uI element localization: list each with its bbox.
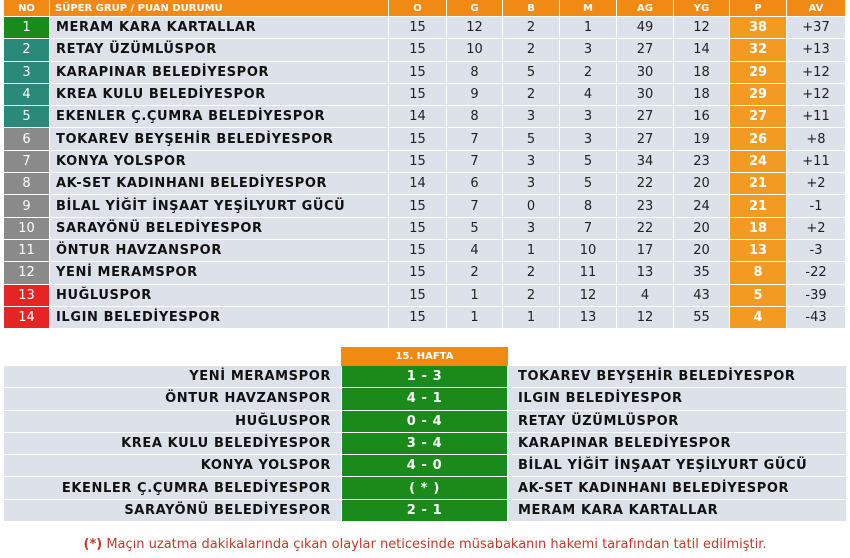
drawn: 5 <box>503 62 560 83</box>
goals-for: 27 <box>617 128 674 149</box>
col-lost-header: M <box>560 0 617 16</box>
lost: 7 <box>560 218 617 239</box>
lost: 13 <box>560 307 617 328</box>
won: 10 <box>447 39 503 60</box>
table-row <box>4 128 846 150</box>
won: 7 <box>447 128 503 149</box>
drawn: 1 <box>503 240 560 261</box>
table-row <box>4 307 846 329</box>
average: +2 <box>787 218 846 239</box>
lost: 5 <box>560 173 617 194</box>
match-row <box>4 388 846 410</box>
points: 21 <box>730 195 787 216</box>
average: -43 <box>787 307 846 328</box>
lost: 3 <box>560 39 617 60</box>
col-goals-for-header: AG <box>617 0 674 16</box>
team-name: KONYA YOLSPOR <box>50 151 389 172</box>
col-rank-header: NO <box>4 0 50 16</box>
won: 6 <box>447 173 503 194</box>
standings-rows <box>4 17 846 329</box>
points: 21 <box>730 173 787 194</box>
week-title: 15. HAFTA <box>341 347 508 366</box>
played: 15 <box>389 240 447 261</box>
team-name: SARAYÖNÜ BELEDİYESPOR <box>50 218 389 239</box>
drawn: 2 <box>503 84 560 105</box>
team-rank: 12 <box>4 262 50 283</box>
points: 32 <box>730 39 787 60</box>
played: 15 <box>389 62 447 83</box>
table-row <box>4 240 846 262</box>
goals-against: 14 <box>674 39 730 60</box>
match-row <box>4 433 846 455</box>
col-average-header: AV <box>787 0 846 16</box>
table-row <box>4 62 846 84</box>
team-rank: 2 <box>4 39 50 60</box>
goals-against: 43 <box>674 285 730 306</box>
won: 7 <box>447 195 503 216</box>
lost: 8 <box>560 195 617 216</box>
match-score: ( * ) <box>341 477 508 498</box>
average: +11 <box>787 151 846 172</box>
goals-against: 19 <box>674 128 730 149</box>
lost: 2 <box>560 62 617 83</box>
drawn: 3 <box>503 106 560 127</box>
points: 27 <box>730 106 787 127</box>
team-rank: 4 <box>4 84 50 105</box>
team-name: RETAY ÜZÜMLÜSPOR <box>50 39 389 60</box>
match-row <box>4 411 846 433</box>
table-row <box>4 173 846 195</box>
team-name: BİLAL YİĞİT İNŞAAT YEŞİLYURT GÜCÜ <box>50 195 389 216</box>
col-drawn-header: B <box>503 0 560 16</box>
match-score: 1 - 3 <box>341 366 508 387</box>
drawn: 3 <box>503 173 560 194</box>
away-team: AK-SET KADINHANI BELEDİYESPOR <box>508 477 846 498</box>
goals-for: 4 <box>617 285 674 306</box>
home-team: KONYA YOLSPOR <box>4 455 341 476</box>
average: +11 <box>787 106 846 127</box>
played: 15 <box>389 151 447 172</box>
goals-against: 24 <box>674 195 730 216</box>
points: 29 <box>730 84 787 105</box>
goals-against: 55 <box>674 307 730 328</box>
lost: 11 <box>560 262 617 283</box>
goals-for: 30 <box>617 62 674 83</box>
col-played-header: O <box>389 0 447 16</box>
home-team: YENİ MERAMSPOR <box>4 366 341 387</box>
match-row <box>4 477 846 499</box>
points: 5 <box>730 285 787 306</box>
match-score: 4 - 1 <box>341 388 508 409</box>
drawn: 3 <box>503 151 560 172</box>
played: 14 <box>389 173 447 194</box>
average: +12 <box>787 84 846 105</box>
footnote <box>0 537 850 552</box>
drawn: 2 <box>503 262 560 283</box>
played: 15 <box>389 128 447 149</box>
home-team: KREA KULU BELEDİYESPOR <box>4 433 341 454</box>
goals-for: 27 <box>617 39 674 60</box>
away-team: KARAPINAR BELEDİYESPOR <box>508 433 846 454</box>
away-team: TOKAREV BEYŞEHİR BELEDİYESPOR <box>508 366 846 387</box>
match-row <box>4 500 846 522</box>
team-name: HUĞLUSPOR <box>50 285 389 306</box>
played: 15 <box>389 218 447 239</box>
team-name: EKENLER Ç.ÇUMRA BELEDİYESPOR <box>50 106 389 127</box>
away-team: RETAY ÜZÜMLÜSPOR <box>508 411 846 432</box>
table-row <box>4 84 846 106</box>
goals-for: 34 <box>617 151 674 172</box>
team-rank: 14 <box>4 307 50 328</box>
average: -1 <box>787 195 846 216</box>
won: 1 <box>447 285 503 306</box>
goals-against: 20 <box>674 240 730 261</box>
table-row <box>4 106 846 128</box>
played: 15 <box>389 285 447 306</box>
goals-for: 49 <box>617 17 674 38</box>
table-row <box>4 17 846 39</box>
goals-against: 20 <box>674 218 730 239</box>
table-row <box>4 151 846 173</box>
team-name: KARAPINAR BELEDİYESPOR <box>50 62 389 83</box>
drawn: 2 <box>503 285 560 306</box>
team-name: ÖNTUR HAVZANSPOR <box>50 240 389 261</box>
match-list <box>4 366 846 522</box>
goals-for: 27 <box>617 106 674 127</box>
footnote-marker: (*) <box>83 537 103 552</box>
goals-for: 17 <box>617 240 674 261</box>
drawn: 2 <box>503 39 560 60</box>
average: +13 <box>787 39 846 60</box>
average: -3 <box>787 240 846 261</box>
col-goals-against-header: YG <box>674 0 730 16</box>
team-rank: 3 <box>4 62 50 83</box>
won: 5 <box>447 218 503 239</box>
match-row <box>4 366 846 388</box>
points: 8 <box>730 262 787 283</box>
average: +12 <box>787 62 846 83</box>
match-score: 3 - 4 <box>341 433 508 454</box>
average: -22 <box>787 262 846 283</box>
team-rank: 11 <box>4 240 50 261</box>
played: 15 <box>389 307 447 328</box>
table-row <box>4 218 846 240</box>
points: 18 <box>730 218 787 239</box>
goals-for: 12 <box>617 307 674 328</box>
team-rank: 9 <box>4 195 50 216</box>
team-name: ILGIN BELEDİYESPOR <box>50 307 389 328</box>
home-team: HUĞLUSPOR <box>4 411 341 432</box>
won: 12 <box>447 17 503 38</box>
won: 8 <box>447 62 503 83</box>
played: 15 <box>389 195 447 216</box>
goals-against: 16 <box>674 106 730 127</box>
col-won-header: G <box>447 0 503 16</box>
played: 15 <box>389 84 447 105</box>
match-score: 2 - 1 <box>341 500 508 521</box>
drawn: 0 <box>503 195 560 216</box>
table-row <box>4 262 846 284</box>
won: 4 <box>447 240 503 261</box>
goals-for: 22 <box>617 218 674 239</box>
points: 26 <box>730 128 787 149</box>
team-rank: 6 <box>4 128 50 149</box>
goals-for: 13 <box>617 262 674 283</box>
away-team: BİLAL YİĞİT İNŞAAT YEŞİLYURT GÜCÜ <box>508 455 846 476</box>
played: 15 <box>389 17 447 38</box>
team-rank: 7 <box>4 151 50 172</box>
goals-against: 12 <box>674 17 730 38</box>
home-team: ÖNTUR HAVZANSPOR <box>4 388 341 409</box>
points: 24 <box>730 151 787 172</box>
played: 15 <box>389 262 447 283</box>
points: 4 <box>730 307 787 328</box>
table-row <box>4 285 846 307</box>
average: +8 <box>787 128 846 149</box>
drawn: 1 <box>503 307 560 328</box>
lost: 5 <box>560 151 617 172</box>
table-row <box>4 195 846 217</box>
won: 1 <box>447 307 503 328</box>
col-team-header: SÜPER GRUP / PUAN DURUMU <box>50 0 389 16</box>
standings-header <box>4 0 846 17</box>
match-score: 0 - 4 <box>341 411 508 432</box>
won: 7 <box>447 151 503 172</box>
away-team: ILGIN BELEDİYESPOR <box>508 388 846 409</box>
played: 14 <box>389 106 447 127</box>
won: 2 <box>447 262 503 283</box>
goals-against: 20 <box>674 173 730 194</box>
lost: 3 <box>560 128 617 149</box>
team-rank: 1 <box>4 17 50 38</box>
average: -39 <box>787 285 846 306</box>
average: +2 <box>787 173 846 194</box>
standings-table <box>4 0 846 329</box>
team-rank: 13 <box>4 285 50 306</box>
points: 38 <box>730 17 787 38</box>
team-name: TOKAREV BEYŞEHİR BELEDİYESPOR <box>50 128 389 149</box>
drawn: 3 <box>503 218 560 239</box>
table-row <box>4 39 846 61</box>
team-name: MERAM KARA KARTALLAR <box>50 17 389 38</box>
won: 9 <box>447 84 503 105</box>
goals-against: 23 <box>674 151 730 172</box>
played: 15 <box>389 39 447 60</box>
footnote-text: Maçın uzatma dakikalarında çıkan olaylar neticesinde müsabakanın hakemi tarafından tatil edilmiştir. <box>102 537 767 552</box>
drawn: 2 <box>503 17 560 38</box>
match-row <box>4 455 846 477</box>
points: 29 <box>730 62 787 83</box>
won: 8 <box>447 106 503 127</box>
goals-for: 22 <box>617 173 674 194</box>
lost: 3 <box>560 106 617 127</box>
team-name: YENİ MERAMSPOR <box>50 262 389 283</box>
team-name: AK-SET KADINHANI BELEDİYESPOR <box>50 173 389 194</box>
week-fixtures <box>4 347 846 522</box>
goals-against: 18 <box>674 62 730 83</box>
team-rank: 8 <box>4 173 50 194</box>
goals-for: 30 <box>617 84 674 105</box>
lost: 1 <box>560 17 617 38</box>
average: +37 <box>787 17 846 38</box>
goals-against: 35 <box>674 262 730 283</box>
match-score: 4 - 0 <box>341 455 508 476</box>
goals-for: 23 <box>617 195 674 216</box>
drawn: 5 <box>503 128 560 149</box>
home-team: EKENLER Ç.ÇUMRA BELEDİYESPOR <box>4 477 341 498</box>
lost: 4 <box>560 84 617 105</box>
team-name: KREA KULU BELEDİYESPOR <box>50 84 389 105</box>
lost: 10 <box>560 240 617 261</box>
goals-against: 18 <box>674 84 730 105</box>
home-team: SARAYÖNÜ BELEDİYESPOR <box>4 500 341 521</box>
col-points-header: P <box>730 0 787 16</box>
team-rank: 5 <box>4 106 50 127</box>
team-rank: 10 <box>4 218 50 239</box>
lost: 12 <box>560 285 617 306</box>
points: 13 <box>730 240 787 261</box>
away-team: MERAM KARA KARTALLAR <box>508 500 846 521</box>
